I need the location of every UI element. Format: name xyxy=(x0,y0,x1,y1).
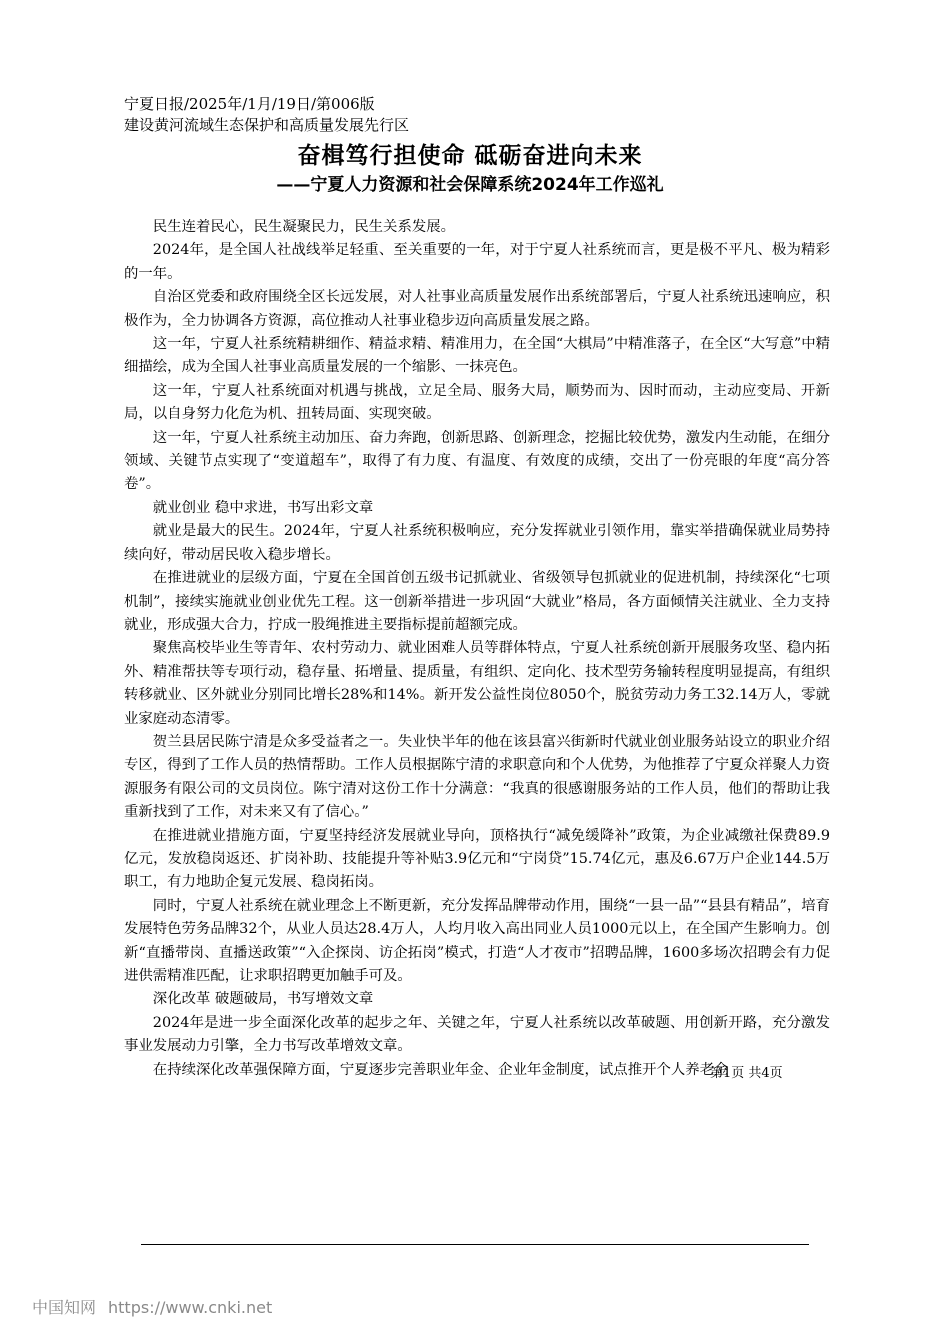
paragraph: 在推进就业措施方面，宁夏坚持经济发展就业导向，顶格执行“减免缓降补”政策，为企业减缴社保费89.9亿元，发放稳岗返还、扩岗补助、技能提升等补贴3.9亿元和“宁岗贷”15.74亿元，惠及6.67万户企业144.5万职工，有力地助企复元发展、稳岗拓岗。 xyxy=(124,827,830,891)
paragraph: 这一年，宁夏人社系统面对机遇与挑战，立足全局、服务大局，顺势而为、因时而动，主动应变局、开新局，以自身努力化危为机、扭转局面、实现突破。 xyxy=(124,382,830,423)
article-title: 奋楫笃行担使命 砥砺奋进向未来 xyxy=(297,143,643,169)
source-line: 宁夏日报/2025年/1月/19日/第006版 xyxy=(124,95,375,113)
paragraph: 聚焦高校毕业生等青年、农村劳动力、就业困难人员等群体特点，宁夏人社系统创新开展服务攻坚、稳内拓外、精准帮扶等专项行动，稳存量、拓增量、提质量，有组织、定向化、技术型劳务输转程度明显提高，有组织转移就业、区外就业分别同比增长28%和14%。新开发公益性岗位8050个，脱贫劳动力务工32.14万人，零就业家庭动态清零。 xyxy=(124,640,830,727)
footer-divider xyxy=(141,1244,809,1245)
column-line: 建设黄河流域生态保护和高质量发展先行区 xyxy=(124,116,410,134)
paragraph: 自治区党委和政府围绕全区长远发展，对人社事业高质量发展作出系统部署后，宁夏人社系统迅速响应，积极作为，全力协调各方资源，高位推动人社事业稳步迈向高质量发展之路。 xyxy=(124,289,830,329)
paragraph: 2024年是进一步全面深化改革的起步之年、关键之年，宁夏人社系统以改革破题、用创新开路，充分激发事业发展动力引擎，全力书写改革增效文章。 xyxy=(124,1014,830,1055)
paragraph: 这一年，宁夏人社系统主动加压、奋力奔跑，创新思路、创新理念，挖掘比较优势，激发内生动能，在细分领域、关键节点实现了“变道超车”，取得了有力度、有温度、有效度的成绩，交出了一份亮眼的年度“高分答卷”。 xyxy=(124,429,830,493)
paragraph: 同时，宁夏人社系统在就业理念上不断更新，充分发挥品牌带动作用，围绕“一县一品”“县县有精品”，培育发展特色劳务品牌32个，从业人员达28.4万人，人均月收入高出同业人员1000元以上，在全国产生影响力。创新“直播带岗、直播送政策”“入企探岗、访企拓岗”模式，打造“人才夜市”招聘品牌，1600多场次招聘会有力促进供需精准匹配，让求职招聘更加触手可及。 xyxy=(124,897,830,984)
paragraph: 贺兰县居民陈宁清是众多受益者之一。失业快半年的他在该县富兴街新时代就业创业服务站设立的职业介绍专区，得到了工作人员的热情帮助。工作人员根据陈宁清的求职意向和个人优势，为他推荐了宁夏众祥聚人力资源服务有限公司的文员岗位。陈宁清对这份工作十分满意：“我真的很感谢服务站的工作人员，他们的帮助让我重新找到了工作，对未来又有了信心。” xyxy=(124,733,830,821)
article-body xyxy=(124,216,830,1082)
paragraph: 在持续深化改革强保障方面，宁夏逐步完善职业年金、企业年金制度，试点推开个人养老金 xyxy=(152,1061,729,1078)
section-heading: 深化改革 破题破局，书写增效文章 xyxy=(152,991,374,1008)
article-subtitle: ——宁夏人力资源和社会保障系统2024年工作巡礼 xyxy=(276,175,664,195)
paragraph: 民生连着民心，民生凝聚民力，民生关系发展。 xyxy=(152,219,456,235)
paragraph: 在推进就业的层级方面，宁夏在全国首创五级书记抓就业、省级领导包抓就业的促进机制，持续深化“七项机制”，接续实施就业创业优先工程。这一创新举措进一步巩固“大就业”格局，各方面倾情关注就业、全力支持就业，形成强大合力，拧成一股绳推进主要指标提前超额完成。 xyxy=(124,570,830,633)
paragraph: 就业是最大的民生。2024年，宁夏人社系统积极响应，充分发挥就业引领作用，靠实举措确保就业局势持续向好，带动居民收入稳步增长。 xyxy=(124,523,830,563)
watermark-url: https://www.cnki.net xyxy=(108,1298,273,1317)
paragraph: 这一年，宁夏人社系统精耕细作、精益求精、精准用力，在全国“大棋局”中精准落子，在全区“大写意”中精细描绘，成为全国人社事业高质量发展的一个缩影、一抹亮色。 xyxy=(124,336,830,376)
watermark-site-name: 中国知网 xyxy=(32,1298,97,1317)
paragraph: 2024年，是全国人社战线举足轻重、至关重要的一年，对于宁夏人社系统而言，更是极不平凡、极为精彩的一年。 xyxy=(124,242,830,282)
cnki-watermark xyxy=(32,1295,272,1318)
page-number: 第1页 共4页 xyxy=(710,1066,783,1081)
document-header xyxy=(124,94,409,136)
section-heading: 就业创业 稳中求进，书写出彩文章 xyxy=(152,499,374,516)
